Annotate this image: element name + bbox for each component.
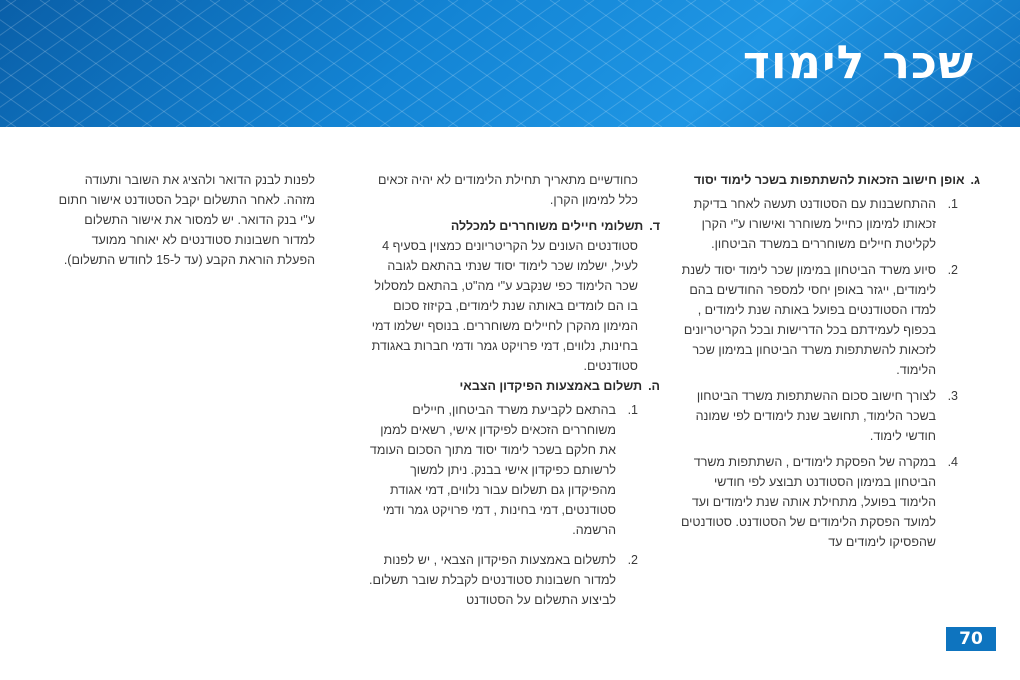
continuation-text: כחודשיים מתאריך תחילת הלימודים לא יהיה זכאים כלל למימון הקרן. [378, 173, 638, 207]
list-item-number: 2. [627, 553, 638, 567]
list-item-number: 3. [947, 389, 958, 403]
list-item [365, 400, 638, 540]
list-item-number: 1. [947, 197, 958, 211]
list-item-number: 1. [627, 403, 638, 417]
list-item [680, 386, 958, 446]
list-item [680, 194, 958, 254]
section-d-letter: ד. [649, 219, 660, 233]
page-title: שכר לימוד [742, 35, 974, 89]
list-item-text: לתשלום באמצעות הפיקדון הצבאי , יש לפנות למדור חשבונות סטודנטים לקבלת שובר תשלום. לביצוע התשלום על הסטודנט [369, 553, 616, 607]
section-d-text: סטודנטים העונים על הקריטריונים כמצוין בסעיף 4 לעיל, ישלמו שכר לימוד יסוד שנתי בהתאם לגובה שכר הלימוד כפי שנקבע ע"י מה"ט, בהתאם למסלול בו הם לומדים באותה שנת לימודים, בקיזוז סכום המימון מהקרן לחיילים משוחררים. בנוסף ישלמו דמי בחינות, נלווים, דמי פרויקט גמר ודמי חברות באגודת סטודנטים. [371, 239, 638, 373]
section-g-letter: ג. [970, 173, 980, 187]
header-banner [0, 0, 1020, 127]
section-d-title: תשלומי חיילים משוחררים למכללה [450, 219, 644, 233]
column-left [55, 170, 315, 270]
section-h-heading [365, 376, 660, 396]
section-g-list [680, 194, 980, 552]
section-g-title: אופן חישוב הזכאות להשתתפות בשכר לימוד יסוד [693, 173, 965, 187]
list-item-text: במקרה של הפסקת לימודים , השתתפות משרד הביטחון במימון הסטודנט תבוצע לפי חודשי הלימוד בפועל, מתחילת אותה שנת לימודים ועד למועד הפסקת הלימודים של הסטודנט. סטודנטים שהפסיקו לימודים עד [680, 455, 936, 549]
list-item-text: סיוע משרד הביטחון במימון שכר לימוד יסוד לשנת לימודים, ייגזר באופן יחסי למספר החודשים בהם למדו הסטודנטים בפועל באותה שנת לימודים , בכפוף לעמידתם בכל הדרישות ובכל הקריטריונים לזכאות להשתתפות משרד הביטחון במימון שכר הלימוד. [681, 263, 936, 377]
section-g-heading [680, 170, 980, 190]
list-item [365, 550, 638, 610]
section-h-letter: ה. [648, 379, 660, 393]
list-item-text: לצורך חישוב סכום ההשתתפות משרד הביטחון בשכר הלימוד, תחושב שנת לימודים לפי שמונה חודשי לימוד. [695, 389, 936, 443]
list-item-text: ההתחשבנות עם הסטודנט תעשה לאחר בדיקת זכאותו למימון כחייל משוחרר ואישורו ע"י הקרן לקליטת חיילים משוחררים במשרד הביטחון. [693, 197, 936, 251]
column-middle [365, 170, 660, 610]
list-item-number: 2. [947, 263, 958, 277]
list-item [680, 260, 958, 380]
page-number: 70 [946, 627, 996, 651]
section-d-heading [365, 216, 660, 236]
section-h-list [365, 400, 660, 610]
list-item-text: בהתאם לקביעת משרד הביטחון, חיילים משוחררים הזכאים לפיקדון אישי, רשאים לממן את חלקם בשכר לימוד יסוד מתוך הסכום העומד לרשותם כפיקדון אישי בבנק. ניתן למשוך מהפיקדון גם תשלום עבור נלווים, דמי אגודת סטודנטים, דמי בחינות , דמי פרויקט גמר ודמי הרשמה. [369, 403, 616, 537]
section-h-title: תשלום באמצעות הפיקדון הצבאי [459, 379, 643, 393]
list-item [680, 452, 958, 552]
list-item-number: 4. [947, 455, 958, 469]
column-right [680, 170, 980, 552]
continuation-text: לפנות לבנק הדואר ולהציג את השובר ותעודה מזהה. לאחר התשלום יקבל הסטודנט אישור חתום ע"י בנק הדואר. יש למסור את אישור התשלום למדור חשבונות סטודנטים לא יאוחר ממועד הפעלת הוראת הקבע (עד ל-15 לחודש התשלום). [58, 173, 315, 267]
